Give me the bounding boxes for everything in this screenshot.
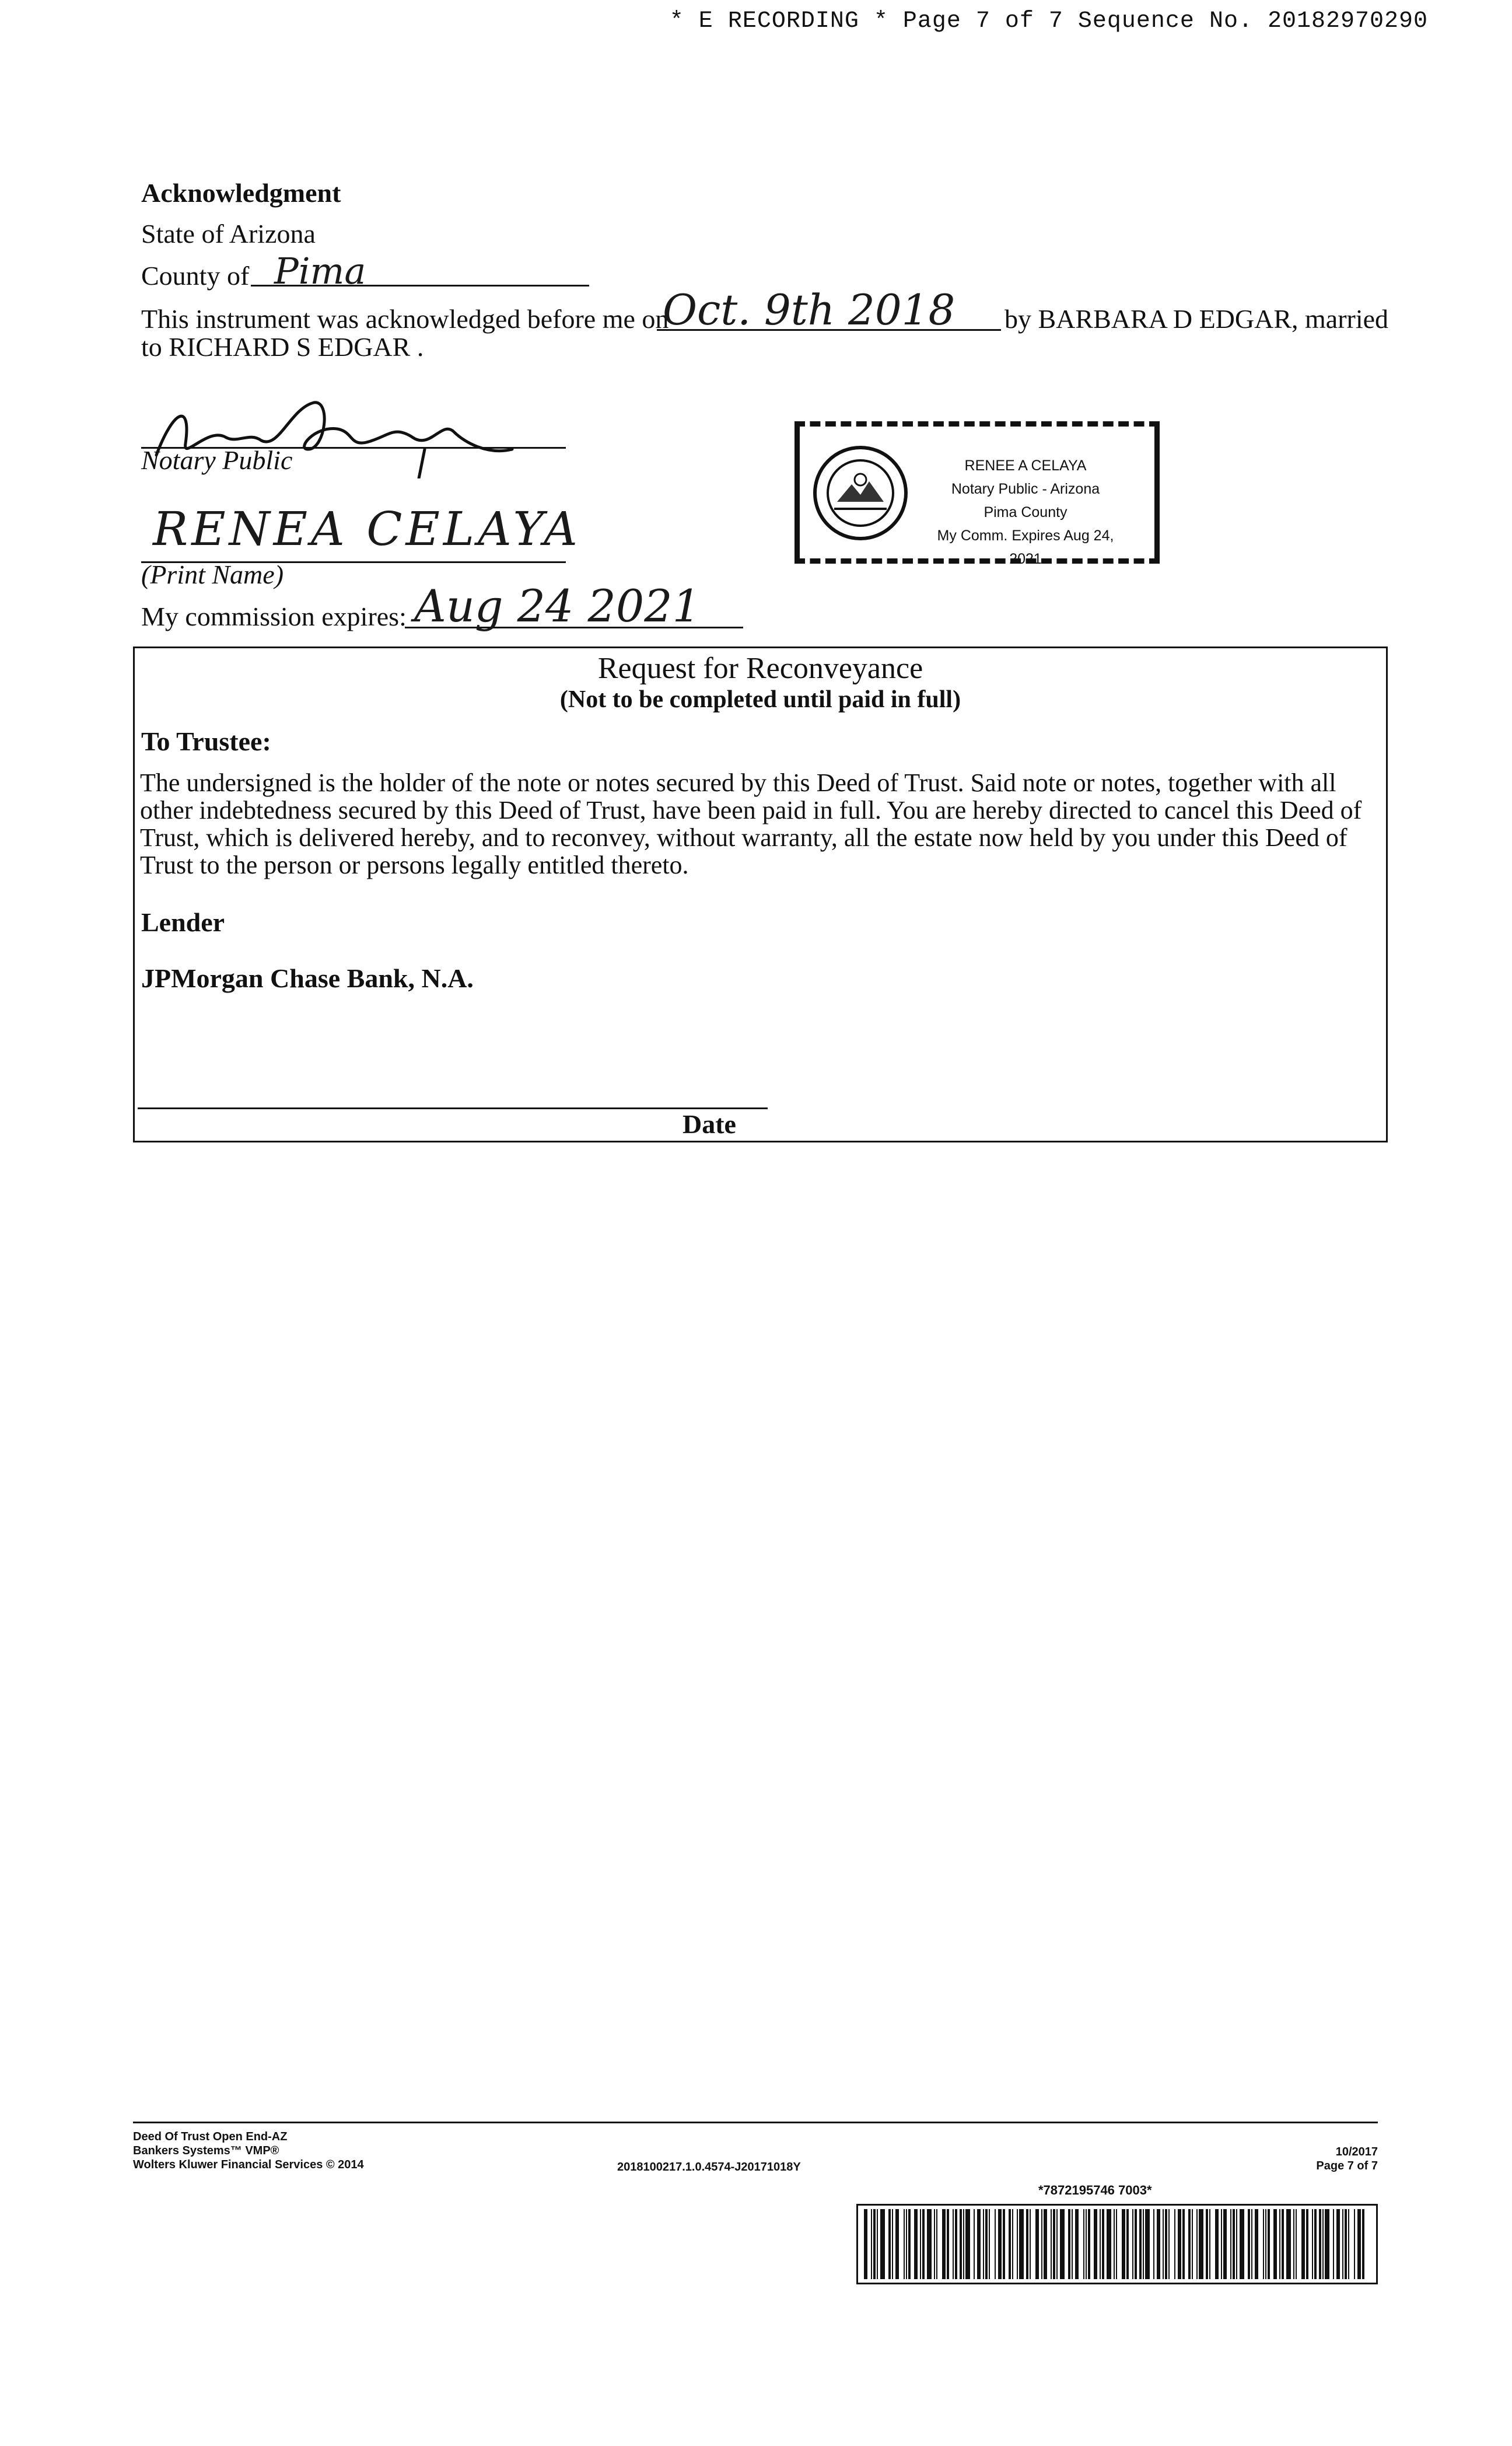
barcode-bar	[1268, 2209, 1270, 2279]
commission-handwritten: Aug 24 2021	[414, 580, 701, 632]
barcode-bar	[1362, 2209, 1364, 2279]
barcode-bar	[1236, 2209, 1237, 2279]
barcode-bar	[1273, 2209, 1277, 2279]
barcode-bar	[1139, 2209, 1142, 2279]
footer-form-name: Deed Of Trust Open End-AZ	[133, 2130, 288, 2143]
barcode-bar	[1233, 2209, 1235, 2279]
barcode-bar	[927, 2209, 932, 2279]
barcode-bar	[1199, 2209, 1203, 2279]
barcode-bar	[960, 2209, 962, 2279]
barcode-bar	[1265, 2209, 1266, 2279]
barcode-bar	[955, 2209, 957, 2279]
barcode-bar	[1296, 2209, 1297, 2279]
barcode-bar	[934, 2209, 935, 2279]
barcode-bar	[1286, 2209, 1291, 2279]
barcode-bar	[1068, 2209, 1070, 2279]
barcode-bar	[873, 2209, 876, 2279]
barcode-bar	[1165, 2209, 1167, 2279]
footer-doc-code: 2018100217.1.0.4574-J20171018Y	[617, 2161, 801, 2174]
barcode-bar	[1306, 2209, 1308, 2279]
state-label: State of Arizona	[141, 219, 316, 249]
barcode-bar	[1279, 2209, 1280, 2279]
barcode-bar	[942, 2209, 946, 2279]
barcode-bar	[864, 2209, 867, 2279]
barcode-bar	[920, 2209, 921, 2279]
barcode-bar	[1251, 2209, 1252, 2279]
barcode-bar	[1178, 2209, 1181, 2279]
barcode-bar	[1051, 2209, 1052, 2279]
barcode-bar	[1019, 2209, 1024, 2279]
ack-date-handwritten: Oct. 9th 2018	[663, 285, 956, 334]
barcode-bar	[914, 2209, 918, 2279]
barcode-bar	[1333, 2209, 1334, 2279]
recording-header: * E RECORDING * Page 7 of 7 Sequence No. 20182970290	[669, 8, 1428, 34]
barcode-bar	[1282, 2209, 1284, 2279]
barcode-bar	[1072, 2209, 1073, 2279]
barcode-bar	[1314, 2209, 1317, 2279]
commission-label: My commission expires:	[141, 602, 407, 631]
seal-title: Notary Public - Arizona	[951, 481, 1100, 497]
barcode-bar	[906, 2209, 907, 2279]
barcode-bar	[1132, 2209, 1133, 2279]
seal-expiration: My Comm. Expires Aug 24, 2021	[937, 527, 1114, 567]
barcode-bar	[1293, 2209, 1294, 2279]
barcode-bar	[1223, 2209, 1227, 2279]
arizona-seal-icon	[811, 443, 910, 543]
barcode-bar	[1012, 2209, 1013, 2279]
county-handwritten: Pima	[274, 250, 366, 292]
barcode-bar	[1357, 2209, 1361, 2279]
barcode-bar	[1301, 2209, 1305, 2279]
barcode-bar	[1319, 2209, 1321, 2279]
reconveyance-title: Request for Reconveyance	[597, 652, 923, 685]
date-label: Date	[682, 1109, 736, 1139]
barcode-bar	[1157, 2209, 1160, 2279]
barcode-bar	[1044, 2209, 1047, 2279]
barcode-bar	[892, 2209, 893, 2279]
barcode-bar	[1348, 2209, 1349, 2279]
barcode-bar	[880, 2209, 885, 2279]
barcode-bar	[1255, 2209, 1258, 2279]
barcode-bar	[1003, 2209, 1005, 2279]
footer-rule	[133, 2122, 1378, 2123]
barcode-bar	[1215, 2209, 1219, 2279]
barcode	[856, 2204, 1378, 2284]
barcode-bar	[1100, 2209, 1101, 2279]
acknowledgment-heading: Acknowledgment	[141, 178, 341, 208]
barcode-bar	[1182, 2209, 1185, 2279]
seal-name: RENEE A CELAYA	[964, 457, 1087, 474]
barcode-bar	[1056, 2209, 1058, 2279]
barcode-text: *7872195746 7003*	[1038, 2183, 1152, 2197]
barcode-bar	[1075, 2209, 1079, 2279]
lender-name: JPMorgan Chase Bank, N.A.	[141, 963, 474, 993]
to-trustee-label: To Trustee:	[141, 726, 271, 756]
barcode-bar	[1026, 2209, 1028, 2279]
ack-parties-text: by BARBARA D EDGAR, married	[1005, 304, 1389, 334]
acknowledged-text: This instrument was acknowledged before me on	[141, 304, 669, 334]
reconveyance-box	[133, 647, 1388, 1142]
barcode-bar	[1168, 2209, 1170, 2279]
barcode-bar	[1196, 2209, 1198, 2279]
barcode-bar	[1221, 2209, 1222, 2279]
ack-spouse-text: to RICHARD S EDGAR .	[141, 332, 424, 362]
barcode-bar	[1345, 2209, 1347, 2279]
barcode-bar	[1122, 2209, 1125, 2279]
seal-text-block	[921, 454, 1130, 571]
barcode-bar	[1035, 2209, 1039, 2279]
barcode-bar	[1336, 2209, 1340, 2279]
barcode-bar	[1209, 2209, 1210, 2279]
date-signature-line	[138, 1107, 768, 1109]
barcode-bar	[1114, 2209, 1115, 2279]
barcode-bar	[904, 2209, 905, 2279]
barcode-bar	[1086, 2209, 1087, 2279]
barcode-bar	[1088, 2209, 1090, 2279]
barcode-bar	[974, 2209, 975, 2279]
footer-page-number: Page 7 of 7	[1316, 2160, 1378, 2172]
barcode-bar	[977, 2209, 981, 2279]
footer-software: Bankers Systems™ VMP®	[133, 2144, 279, 2157]
barcode-bar	[1145, 2209, 1150, 2279]
print-name-label: (Print Name)	[141, 560, 284, 589]
barcode-bar	[877, 2209, 878, 2279]
barcode-bar	[871, 2209, 872, 2279]
barcode-bar	[998, 2209, 1002, 2279]
barcode-bar	[922, 2209, 925, 2279]
barcode-bar	[908, 2209, 911, 2279]
barcode-bar	[1135, 2209, 1137, 2279]
barcode-bar	[1083, 2209, 1084, 2279]
barcode-bar	[1116, 2209, 1117, 2279]
barcode-bar	[1312, 2209, 1313, 2279]
barcode-bar	[1009, 2209, 1011, 2279]
barcode-bar	[1342, 2209, 1343, 2279]
notary-public-label: Notary Public	[141, 445, 293, 475]
barcode-bar	[1163, 2209, 1164, 2279]
reconveyance-paragraph: The undersigned is the holder of the note or notes secured by this Deed of Trust. Said note or notes, together with all other indebtedness secured by this Deed of Trust, have been paid in full. You are hereby directed to cancel this Deed of Trust, which is delivered hereby, and to reconvey, without warranty, all the estate now held by you under this Deed of Trust to the person or persons legally entitled thereto.	[140, 768, 1362, 879]
barcode-bar	[895, 2209, 899, 2279]
barcode-bar	[989, 2209, 990, 2279]
barcode-bar	[1060, 2209, 1065, 2279]
barcode-bar	[1094, 2209, 1097, 2279]
barcode-bar	[965, 2209, 970, 2279]
barcode-bar	[953, 2209, 954, 2279]
footer-version: 10/2017	[1335, 2146, 1378, 2158]
barcode-bar	[1102, 2209, 1104, 2279]
barcode-bar	[1041, 2209, 1042, 2279]
barcode-bar	[1143, 2209, 1144, 2279]
barcode-bar	[1240, 2209, 1244, 2279]
barcode-bar	[1325, 2209, 1329, 2279]
barcode-bar	[963, 2209, 964, 2279]
barcode-bar	[1248, 2209, 1250, 2279]
barcode-bar	[888, 2209, 891, 2279]
lender-label: Lender	[141, 907, 225, 937]
print-name-handwritten: RENEA CELAYA	[153, 502, 581, 556]
barcode-bar	[947, 2209, 949, 2279]
barcode-bar	[1053, 2209, 1055, 2279]
seal-county: Pima County	[984, 504, 1068, 520]
barcode-bar	[1017, 2209, 1018, 2279]
reconveyance-subtitle: (Not to be completed until paid in full)	[559, 686, 961, 713]
footer-copyright: Wolters Kluwer Financial Services © 2014	[133, 2158, 364, 2171]
barcode-bar	[1322, 2209, 1324, 2279]
barcode-bar	[1174, 2209, 1175, 2279]
county-label: County of	[141, 261, 250, 291]
barcode-bar	[1188, 2209, 1191, 2279]
barcode-bar	[985, 2209, 988, 2279]
barcode-bar	[1354, 2209, 1355, 2279]
barcode-bar	[936, 2209, 937, 2279]
barcode-bar	[1192, 2209, 1193, 2279]
barcode-bar	[983, 2209, 984, 2279]
barcode-bar	[1030, 2209, 1031, 2279]
barcode-bar	[1230, 2209, 1231, 2279]
barcode-bar	[1126, 2209, 1129, 2279]
barcode-bar	[1153, 2209, 1154, 2279]
barcode-bar	[995, 2209, 996, 2279]
barcode-bar	[1263, 2209, 1264, 2279]
barcode-bar	[1206, 2209, 1208, 2279]
barcode-bar	[1107, 2209, 1111, 2279]
